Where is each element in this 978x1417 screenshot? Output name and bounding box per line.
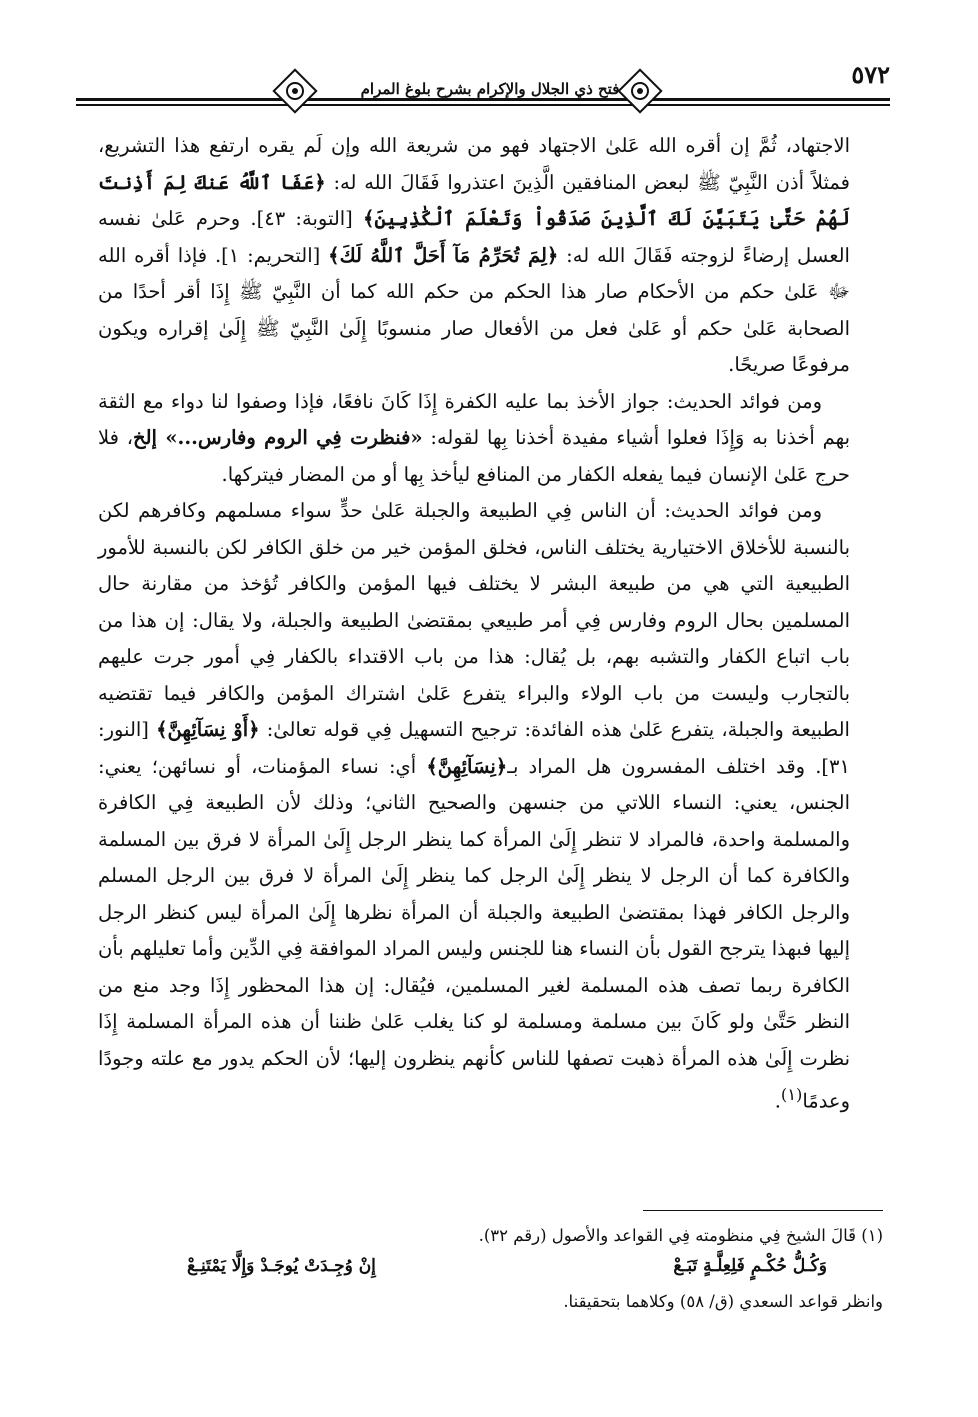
footnote-divider [643, 1210, 883, 1211]
header-rule [76, 98, 890, 101]
text-run: [التحريم: ١]. فإذا أقره الله ﷻ عَلىٰ حكم من الأحكام صار هذا الحكم من حكم الله كما أن النَّبِيّ ﷺ إِذَا أقر أحدًا من الصحابة عَلىٰ حكم أو عَلىٰ فعل من الأفعال صار منسوبًا إِلَىٰ النَّبِيّ ﷺ إِلَىٰ إقراره ويكون مرفوعًا صريحًا. [98, 243, 850, 376]
header-rule-thin [76, 104, 890, 106]
footnote-marker: (١) [780, 1085, 803, 1104]
verse-hemistich-left: إِنْ وُجِـدَتْ يُوجَـدْ وَإِلَّا يَمْتَنِـعْ [187, 1256, 376, 1276]
quoted-text: ﴿عَفَا ٱللَّهُ عَنكَ لِمَ أَذِنتَ لَهُمْ حَتَّىٰ يَتَبَيَّنَ لَكَ ٱلَّذِينَ صَدَقُواْ وَتَعْلَمَ ٱلْكَٰذِبِينَ﴾ [98, 170, 850, 230]
text-run: [التوبة: ٤٣]. وحرم عَلىٰ نفسه العسل إرضاءً لزوجته فَقَالَ الله له: [98, 207, 850, 267]
page-header [70, 58, 890, 122]
footnote-line: (١) قَالَ الشيخ فِي منظومته فِي القواعد والأصول (رقم ٣٢). [478, 1226, 883, 1245]
footnote-line: وانظر قواعد السعدي (ق/ ٥٨) وكلاهما بتحقيقنا. [563, 1292, 883, 1311]
ornament-left-icon [270, 66, 320, 116]
paragraph [98, 384, 850, 494]
text-run: ومن فوائد الحديث: جواز الأخذ بما عليه الكفرة إِذَا كَانَ نافعًا، فإذا وصفوا لنا دواء مع الثقة بهم أخذنا به وَإِذَا فعلوا أشياء مفيدة أخذنا بِها لقوله: [98, 389, 850, 449]
ornament-right-icon [615, 66, 665, 116]
quoted-text: «فنظرت فِي الروم وفارس...» إلخ [133, 426, 423, 449]
quoted-text: ﴿نِسَآئِهِنَّ﴾ [426, 754, 508, 778]
running-title: فتح ذي الجلال والإكرام بشرح بلوغ المرام [360, 80, 620, 98]
quoted-text: ﴿لِمَ تُحَرِّمُ مَآ أَحَلَّ ٱللَّهُ لَكَ﴾ [328, 243, 559, 267]
main-text [98, 128, 850, 1120]
text-run: أي: نساء المؤمنات، أو نسائهن؛ يعني: الجنس، يعني: النساء اللاتي من جنسهن والصحيح الثاني؛ وذلك لأن الطبيعة فِي الكافرة والمسلمة واحدة، فالمراد لا تنظر إِلَىٰ المرأة كما ينظر الرجل إِلَىٰ المرأة لا فرق بين المسلمة والكافرة كما أن الرجل لا ينظر إِلَىٰ الرجل كما ينظر إِلَىٰ المرأة لا فرق بين الرجل المسلم والرجل الكافر فهذا بمقتضىٰ الطبيعة والجبلة أن المرأة نظرها إِلَىٰ المرأة ليس كنظر الرجل إليها فبهذا يترجح القول بأن النساء هنا للجنس وليس المراد الموافقة فِي الدِّين وأما تعليلهم بأن الكافرة ربما تصف هذه المسلمة لغير المسلمين، فيُقال: إن هذا المحظور إِذَا وجد منع من النظر حَتَّىٰ ولو كَانَ بين مسلمة ومسلمة لو كنا يغلب عَلىٰ ظننا أن هذه المرأة المسلمة إِذَا نظرت إِلَىٰ هذه المرأة ذهبت تصفها للناس كأنهم ينظرون إليها؛ لأن الحكم يدور مع علته وجودًا وعدمًا [98, 754, 850, 1113]
quoted-text: ﴿أَوْ نِسَآئِهِنَّ﴾ [156, 718, 260, 741]
text-run: ومن فوائد الحديث: أن الناس فِي الطبيعة والجبلة عَلىٰ حدٍّ سواء مسلمهم وكافرهم لكن بالنسبة للأخلاق الاختيارية يختلف الناس، فخلق المؤمن خير من خلق الكافر لكن بالنسبة للأمور الطبيعية التي هي من طبيعة البشر لا يختلف فيها المؤمن والكافر تُؤخذ من مقارنة حال المسلمين بحال الروم وفارس فِي أمر طبيعي بمقتضىٰ الطبيعة والجبلة، ولا يقال: إن هذا من باب اتباع الكفار والتشبه بهم، بل يُقال: هذا من باب الاقتداء بالكفار فِي أمور جرت عليهم بالتجارب وليست من باب الولاء والبراء يتفرع عَلىٰ اشتراك المؤمن والكافر فيما تقتضيه الطبيعة والجبلة، يتفرع عَلىٰ هذه الفائدة: ترجيح التسهيل فِي قوله تعالىٰ: [98, 499, 850, 741]
text-run: ، فلا حرج عَلىٰ الإنسان فيما يفعله الكفار من المنافع ليأخذ بِها أو من المضار فيتركها. [98, 426, 850, 486]
page-number: ٥٧٢ [851, 60, 890, 89]
footnotes [131, 1222, 883, 1316]
text-run: . [774, 1089, 781, 1113]
verse-hemistich-right: وَكُـلُّ حُكْـمٍ فَلِعِلَّـةٍ تَبَـعْ [673, 1256, 827, 1276]
paragraph [98, 493, 850, 1120]
text-run: الاجتهاد، ثُمَّ إن أقره الله عَلىٰ الاجتهاد فهو من شريعة الله وإن لَم يقره ارتفع هذا التشريع، فمثلاً أذن النَّبِيّ ﷺ لبعض المنافقين الَّذِينَ اعتذروا فَقَالَ الله له: [98, 134, 850, 194]
text-run: [النور: ٣١]. وقد اختلف المفسرون هل المراد بـ [98, 718, 850, 778]
footnote-verse [187, 1252, 827, 1280]
paragraph [98, 128, 850, 384]
